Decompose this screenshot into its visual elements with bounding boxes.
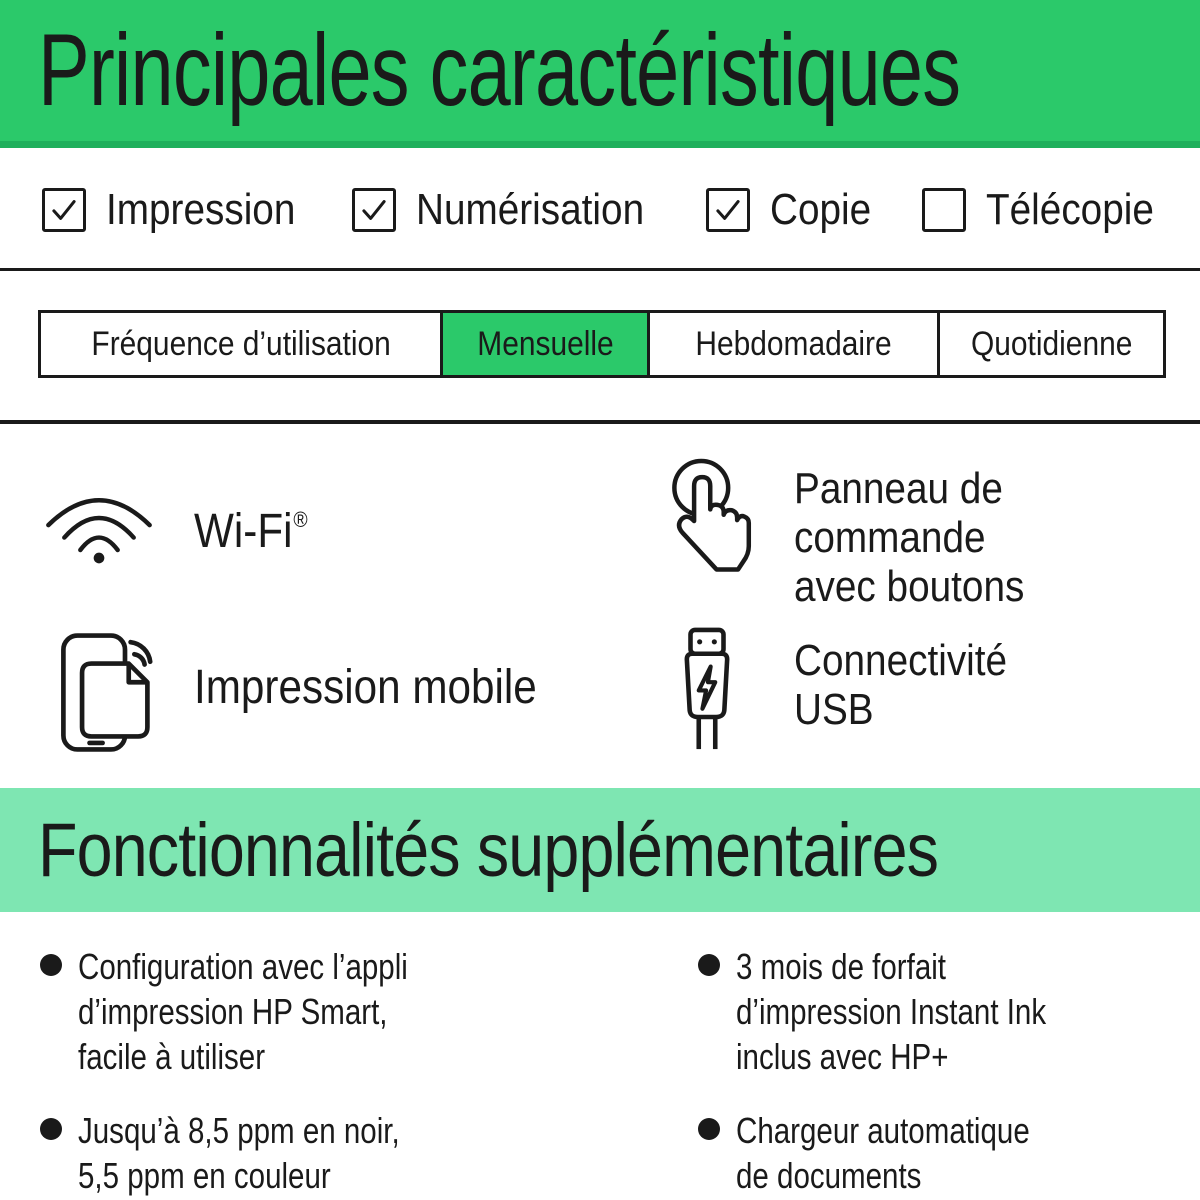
frequency-option-label: Quotidienne [971,324,1133,363]
bullet-icon [40,1118,62,1140]
frequency-option-hebdomadaire[interactable] [647,313,937,375]
mobile-printing-label: Impression mobile [194,661,537,714]
capability-label: Copie [770,185,872,234]
capability-item-telecopie [922,184,1177,236]
check-icon [712,194,744,226]
header-banner [0,0,1200,148]
checkbox-copie[interactable] [706,188,750,232]
capability-item-numerisation [352,184,675,236]
bullet-icon [40,954,62,976]
section-divider-top [0,268,1200,271]
check-icon [48,194,80,226]
bullet-text: Jusqu’à 8,5 ppm en noir, 5,5 ppm en couleur [78,1110,400,1196]
checkbox-numerisation[interactable] [352,188,396,232]
registered-mark: ® [293,507,308,532]
extras-banner [0,788,1200,912]
frequency-label: Fréquence d’utilisation [91,324,391,363]
capability-label: Impression [106,185,296,234]
bullet-item [40,1108,470,1198]
usb-label: Connectivité USB [794,636,1008,734]
capability-label: Numérisation [416,185,645,234]
frequency-option-quotidienne[interactable] [937,313,1163,375]
wifi-feature-label [194,504,322,568]
capability-item-impression [42,184,321,236]
frequency-option-mensuelle[interactable] [440,313,647,375]
mobile-print-icon [50,630,172,756]
extras-title: Fonctionnalités supplémentaires [38,807,939,893]
check-icon [358,194,390,226]
touch-icon [658,452,758,582]
usb-icon [674,626,740,753]
bullet-item [698,1108,1094,1198]
checkbox-impression[interactable] [42,188,86,232]
capability-item-copie [706,184,885,236]
bullet-text: Chargeur automatique de documents [736,1110,1030,1196]
checkbox-telecopie[interactable] [922,188,966,232]
bullet-icon [698,954,720,976]
page-title: Principales caractéristiques [38,13,961,127]
frequency-option-label: Mensuelle [477,324,614,363]
features-grid [0,424,1200,788]
bullet-item [40,944,480,1079]
bullet-text: 3 mois de forfait d’impression Instant Ink inclus avec HP+ [736,946,1047,1077]
control-panel-label: Panneau de commande avec boutons [794,464,1025,611]
capabilities-row [0,184,1200,236]
frequency-table [38,310,1166,378]
frequency-option-label: Hebdomadaire [695,324,892,363]
wifi-icon [40,486,158,566]
bullet-text: Configuration avec l’appli d’impression HP Smart, facile à utiliser [78,946,408,1077]
wifi-label-text: Wi-Fi® [194,505,308,558]
frequency-label-cell [41,313,440,375]
bullet-item [698,944,1114,1079]
bullet-icon [698,1118,720,1140]
capability-label: Télécopie [986,185,1154,234]
